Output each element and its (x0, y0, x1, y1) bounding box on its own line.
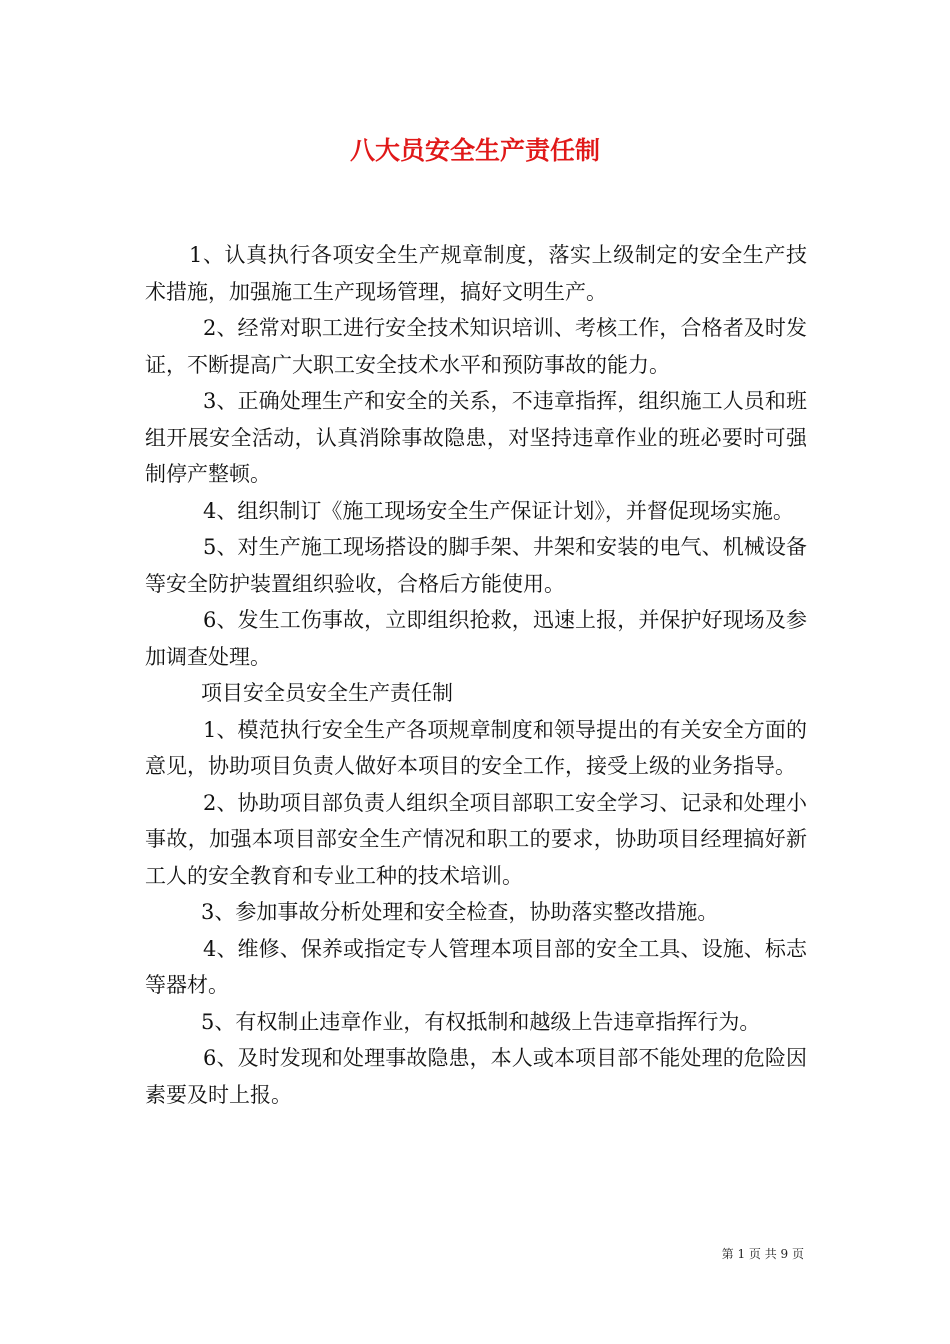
paragraph-9: 3、参加事故分析处理和安全检查，协助落实整改措施。 (201, 900, 719, 924)
paragraph-7: 1、模范执行安全生产各项规章制度和领导提出的有关安全方面的意见，协助项目负责人做好本项目的安全工作，接受上级的业务指导。 (145, 717, 807, 778)
document-body (145, 237, 807, 1113)
paragraph-12: 6、及时发现和处理事故隐患，本人或本项目部不能处理的危险因素要及时上报。 (145, 1046, 807, 1107)
document-title: 八大员安全生产责任制 (349, 136, 600, 165)
paragraph-5: 5、对生产施工现场搭设的脚手架、井架和安装的电气、机械设备等安全防护装置组织验收，合格后方能使用。 (145, 535, 807, 596)
section-heading: 项目安全员安全生产责任制 (201, 681, 453, 705)
paragraph-3: 3、正确处理生产和安全的关系，不违章指挥，组织施工人员和班组开展安全活动，认真消除事故隐患，对坚持违章作业的班必要时可强制停产整顿。 (145, 389, 807, 486)
paragraph-11: 5、有权制止违章作业，有权抵制和越级上告违章指挥行为。 (201, 1009, 761, 1034)
paragraph-6: 6、发生工伤事故，立即组织抢救，迅速上报，并保护好现场及参加调查处理。 (145, 608, 807, 669)
paragraph-4: 4、组织制订《施工现场安全生产保证计划》，并督促现场实施。 (203, 498, 794, 523)
paragraph-1: 1、认真执行各项安全生产规章制度，落实上级制定的安全生产技术措施，加强施工生产现场管理，搞好文明生产。 (145, 243, 807, 304)
paragraph-2: 2、经常对职工进行安全技术知识培训、考核工作，合格者及时发证，不断提高广大职工安全技术水平和预防事故的能力。 (145, 316, 807, 377)
paragraph-8: 2、协助项目部负责人组织全项目部职工安全学习、记录和处理小事故，加强本项目部安全生产情况和职工的要求，协助项目经理搞好新工人的安全教育和专业工种的技术培训。 (145, 790, 807, 888)
page-number: 第 1 页 共 9 页 (721, 1247, 804, 1261)
paragraph-10: 4、维修、保养或指定专人管理本项目部的安全工具、设施、标志等器材。 (145, 936, 807, 997)
